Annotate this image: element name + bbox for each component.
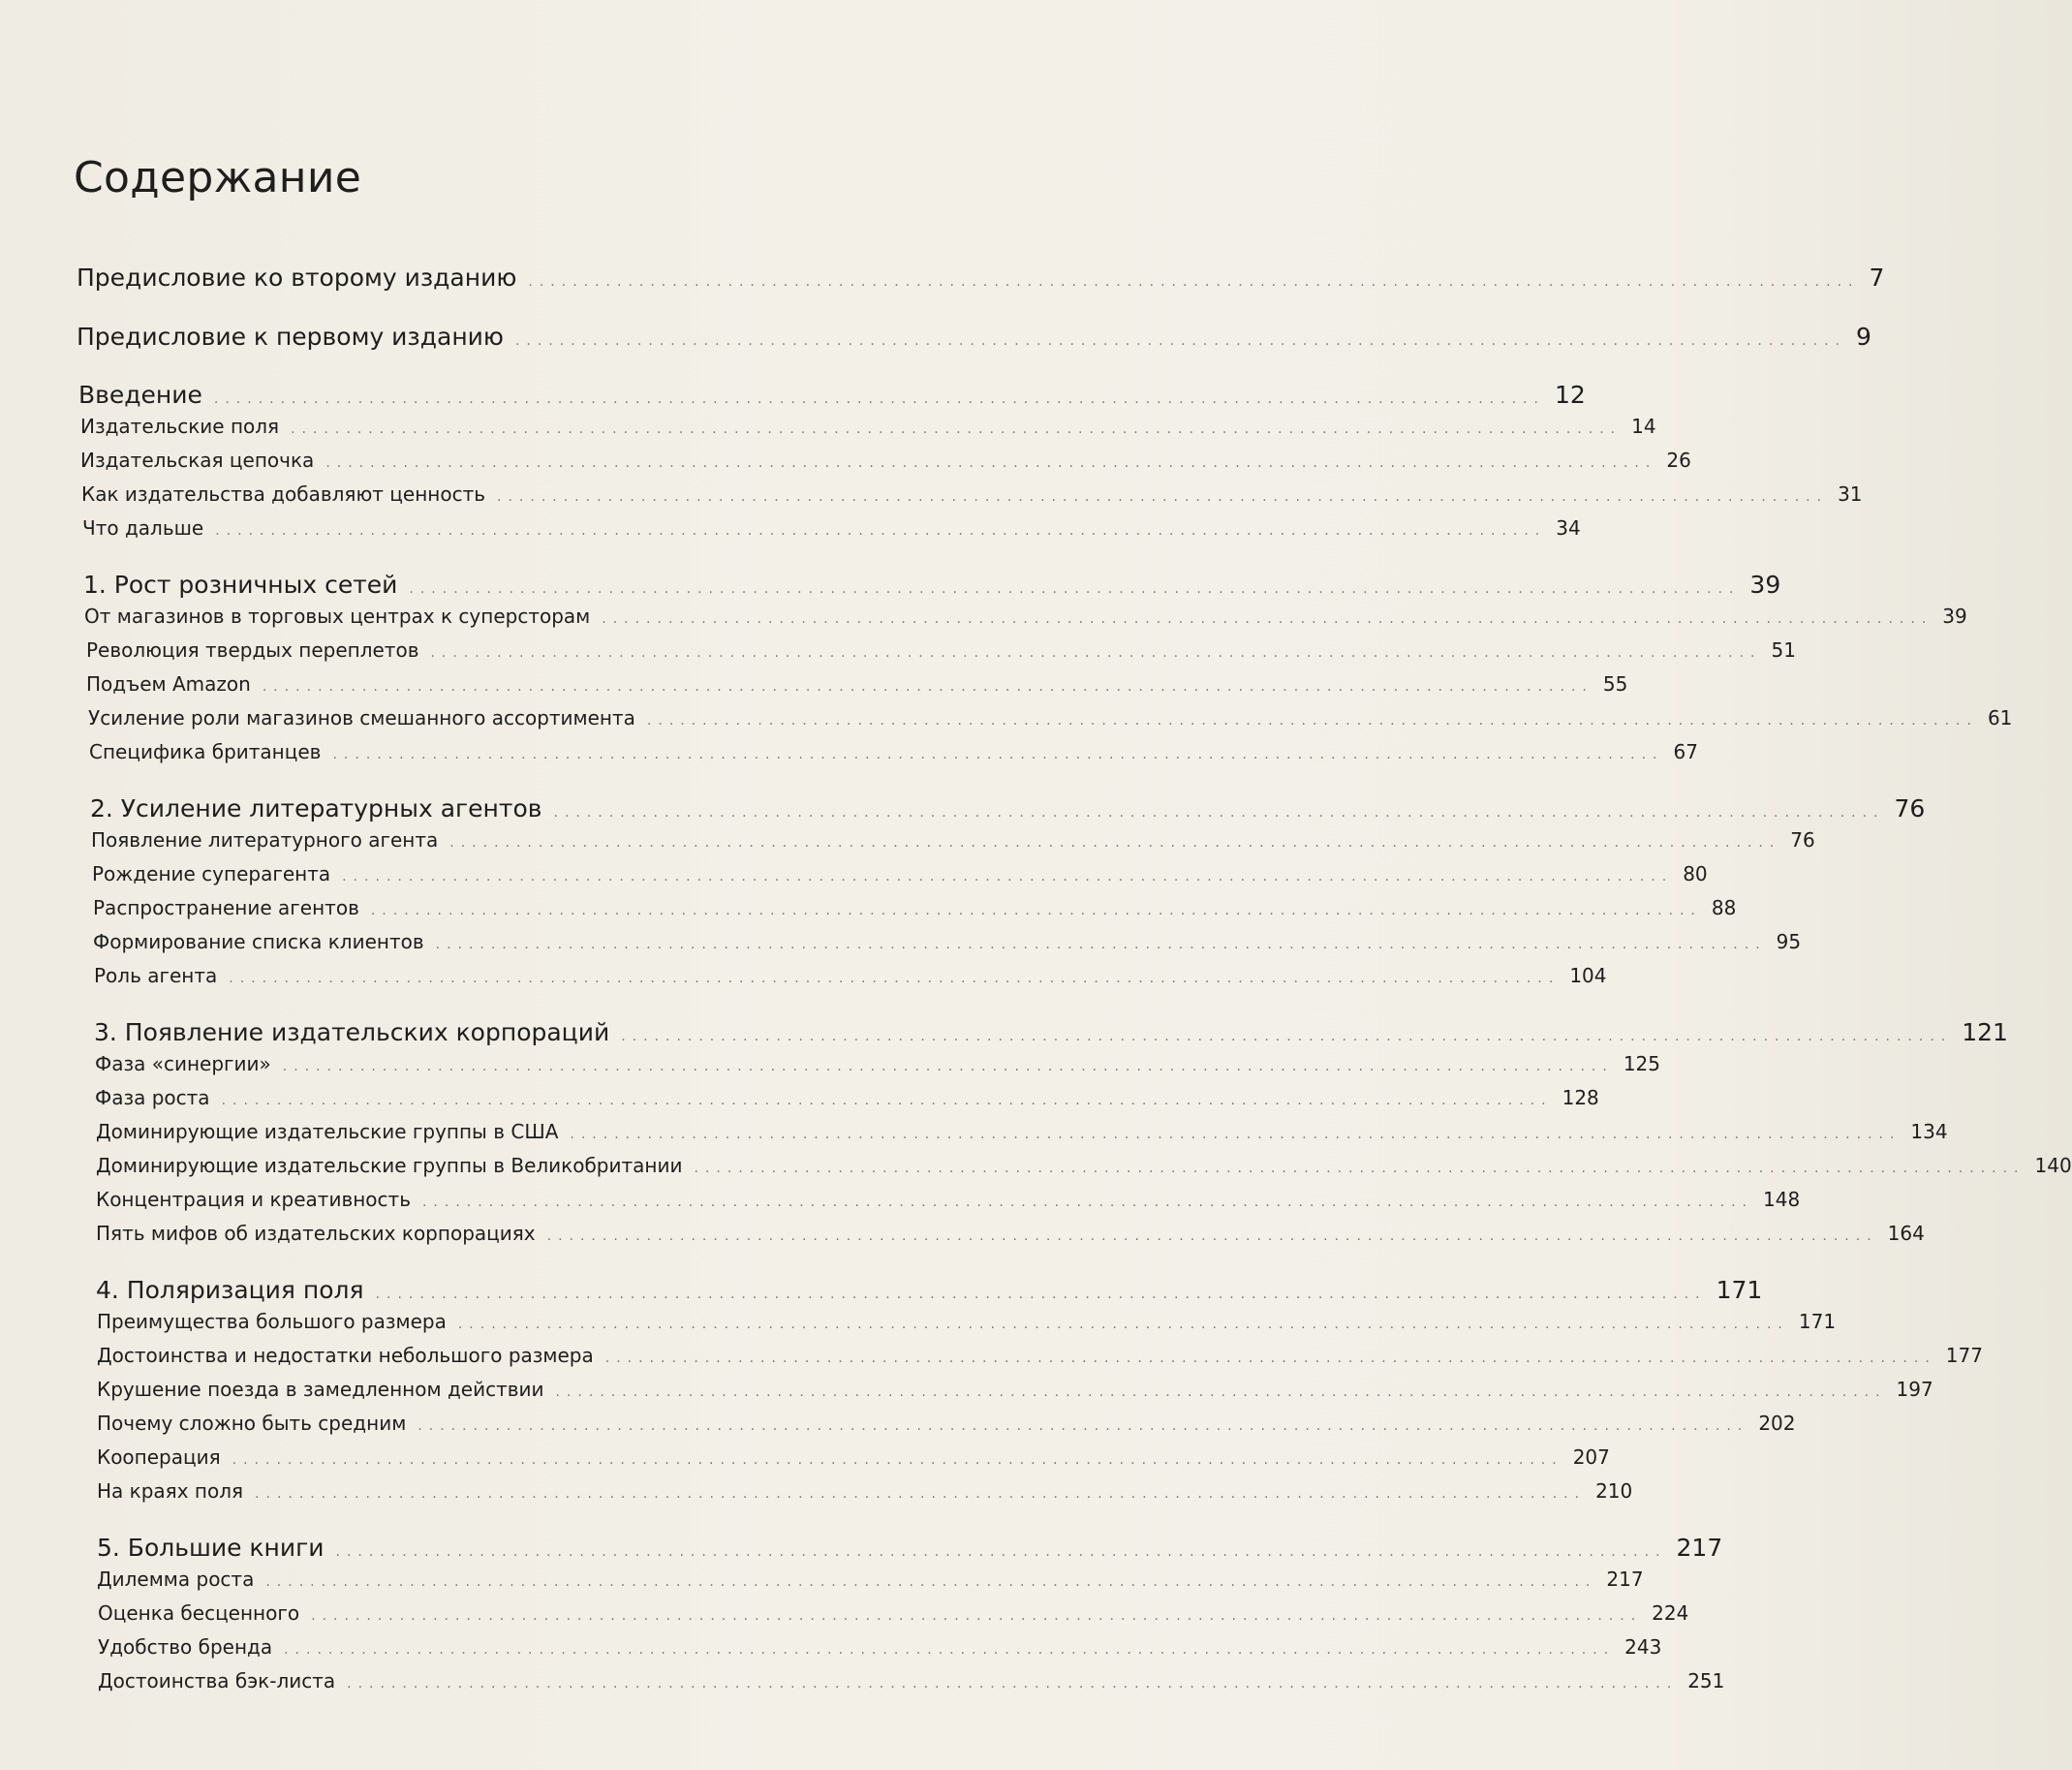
dot-leader: ........................................................................................................................ xyxy=(335,1544,1667,1560)
dot-leader: ........................................................................................................................ xyxy=(553,805,1885,821)
toc-entry-page-number: 243 xyxy=(1624,1635,1662,1659)
toc-section-entry xyxy=(86,672,1628,696)
dot-leader: ........................................................................................................................ xyxy=(284,1642,1616,1658)
toc-entry-label: Почему сложно быть средним xyxy=(97,1412,407,1435)
toc-chapter-entry xyxy=(83,571,1781,599)
toc-section-entry xyxy=(97,1378,1933,1401)
dot-leader: ........................................................................................................................ xyxy=(449,835,1781,851)
toc-entry-label: Концентрация и креативность xyxy=(96,1188,411,1211)
toc-entry-label: Специфика британцев xyxy=(89,740,322,763)
toc-entry-page-number: 51 xyxy=(1771,638,1796,662)
toc-entry-page-number: 202 xyxy=(1758,1412,1796,1435)
dot-leader: ........................................................................................................................ xyxy=(409,581,1741,597)
dot-leader: ........................................................................................................................ xyxy=(262,679,1593,695)
toc-entry-label: На краях поля xyxy=(97,1479,244,1503)
toc-entry-label: Крушение поезда в замедленном действии xyxy=(97,1378,544,1401)
toc-entry-page-number: 128 xyxy=(1562,1086,1599,1109)
toc-entry-label: Появление литературного агента xyxy=(91,828,439,852)
toc-entry-label: Издательская цепочка xyxy=(80,449,315,472)
dot-leader: ........................................................................................................................ xyxy=(514,333,1846,349)
dot-leader: ........................................................................................................................ xyxy=(229,971,1561,986)
toc-entry-page-number: 9 xyxy=(1856,323,1871,351)
toc-entry-page-number: 210 xyxy=(1595,1479,1633,1503)
toc-entry-page-number: 34 xyxy=(1556,516,1581,540)
toc-chapter-entry xyxy=(77,264,1885,292)
dot-leader: ........................................................................................................................ xyxy=(255,1486,1587,1502)
toc-section-entry xyxy=(97,1344,1983,1367)
toc-section-entry xyxy=(91,828,1815,852)
toc-entry-label: Фаза роста xyxy=(95,1086,210,1109)
toc-entry-label: От магазинов в торговых центрах к суперсторам xyxy=(84,605,591,628)
toc-entry-label: Введение xyxy=(78,381,202,409)
toc-entry-page-number: 121 xyxy=(1962,1018,2008,1046)
toc-section-entry xyxy=(97,1568,1644,1591)
dot-leader: ........................................................................................................................ xyxy=(497,489,1829,505)
toc-section-entry xyxy=(95,1086,1599,1109)
dot-leader: ........................................................................................................................ xyxy=(282,1059,1614,1074)
toc-entry-label: Распространение агентов xyxy=(93,896,359,919)
toc-chapter-entry xyxy=(97,1534,1723,1562)
dot-leader: ........................................................................................................................ xyxy=(265,1574,1597,1590)
toc-section-entry xyxy=(94,964,1607,987)
toc-section-entry xyxy=(84,605,1967,628)
toc-entry-label: Издательские поля xyxy=(80,415,280,438)
toc-section-entry xyxy=(82,516,1581,540)
dot-leader: ........................................................................................................................ xyxy=(213,391,1545,407)
toc-entry-page-number: 251 xyxy=(1687,1669,1725,1692)
toc-entry-label: Усиление роли магазинов смешанного ассортимента xyxy=(88,706,635,730)
toc-entry-page-number: 164 xyxy=(1887,1222,1925,1245)
toc-entry-page-number: 171 xyxy=(1798,1310,1837,1333)
toc-section-entry xyxy=(97,1445,1610,1469)
dot-leader: ........................................................................................................................ xyxy=(311,1608,1643,1624)
toc-entry-label: Кооперация xyxy=(97,1445,221,1469)
toc-entry-page-number: 80 xyxy=(1683,862,1708,885)
dot-leader: ........................................................................................................................ xyxy=(291,421,1623,437)
toc-entry-label: Доминирующие издательские группы в США xyxy=(96,1120,559,1143)
toc-entry-label: 4. Поляризация поля xyxy=(96,1276,364,1304)
toc-entry-page-number: 7 xyxy=(1869,264,1885,292)
toc-entry-label: Формирование списка клиентов xyxy=(93,930,424,953)
toc-entry-label: Удобство бренда xyxy=(98,1635,273,1659)
toc-section-entry xyxy=(96,1120,1948,1143)
toc-section-entry xyxy=(89,740,1698,763)
toc-entry-label: Преимущества большого размера xyxy=(97,1310,447,1333)
toc-section-entry xyxy=(98,1601,1689,1625)
dot-leader: ........................................................................................................................ xyxy=(621,1029,1953,1044)
toc-entry-page-number: 12 xyxy=(1554,381,1586,409)
dot-leader: ........................................................................................................................ xyxy=(325,455,1657,471)
toc-section-entry xyxy=(98,1635,1662,1659)
dot-leader: ........................................................................................................................ xyxy=(570,1127,1902,1142)
toc-section-entry xyxy=(95,1052,1660,1075)
toc-entry-label: 3. Появление издательских корпораций xyxy=(94,1018,610,1046)
toc-entry-page-number: 217 xyxy=(1676,1534,1723,1562)
toc-entry-page-number: 76 xyxy=(1790,828,1815,852)
dot-leader: ........................................................................................................................ xyxy=(421,1195,1754,1210)
dot-leader: ........................................................................................................................ xyxy=(528,274,1860,290)
toc-section-entry xyxy=(98,1669,1725,1692)
toc-entry-page-number: 67 xyxy=(1673,740,1698,763)
toc-entry-page-number: 95 xyxy=(1776,930,1802,953)
toc-entry-label: Достоинства и недостатки небольшого размера xyxy=(97,1344,594,1367)
toc-entry-label: Фаза «синергии» xyxy=(95,1052,271,1075)
toc-entry-page-number: 61 xyxy=(1987,706,2013,730)
toc-section-entry xyxy=(81,482,1863,506)
toc-chapter-entry xyxy=(90,794,1926,823)
toc-entry-page-number: 104 xyxy=(1569,964,1607,987)
dot-leader: ........................................................................................................................ xyxy=(435,937,1767,952)
toc-entry-label: Революция твердых переплетов xyxy=(86,638,419,662)
toc-chapter-entry xyxy=(96,1276,1763,1304)
toc-entry-page-number: 224 xyxy=(1652,1601,1689,1625)
toc-entry-page-number: 88 xyxy=(1711,896,1737,919)
dot-leader: ........................................................................................................................ xyxy=(555,1384,1887,1400)
toc-section-entry xyxy=(96,1222,1925,1245)
toc-entry-page-number: 31 xyxy=(1838,482,1863,506)
toc-section-entry xyxy=(80,449,1691,472)
toc-entry-page-number: 55 xyxy=(1602,672,1628,696)
dot-leader: ........................................................................................................................ xyxy=(375,1287,1707,1302)
toc-section-entry xyxy=(97,1310,1837,1333)
toc-entry-label: Предисловие к первому изданию xyxy=(77,323,504,351)
dot-leader: ........................................................................................................................ xyxy=(370,903,1702,918)
dot-leader: ........................................................................................................................ xyxy=(546,1228,1878,1244)
toc-entry-label: Достоинства бэк-листа xyxy=(98,1669,336,1692)
toc-section-entry xyxy=(96,1154,2072,1177)
toc-entry-label: Рождение суперагента xyxy=(92,862,331,885)
dot-leader: ........................................................................................................................ xyxy=(332,747,1664,762)
toc-entry-label: Подъем Amazon xyxy=(86,672,251,696)
toc-section-entry xyxy=(93,930,1802,953)
toc-entry-label: Роль агента xyxy=(94,964,218,987)
toc-entry-label: Предисловие ко второму изданию xyxy=(77,264,517,292)
toc-entry-page-number: 217 xyxy=(1606,1568,1644,1591)
toc-section-entry xyxy=(80,415,1656,438)
toc-entry-label: 1. Рост розничных сетей xyxy=(83,571,398,599)
dot-leader: ........................................................................................................................ xyxy=(342,869,1674,885)
toc-section-entry xyxy=(86,638,1796,662)
dot-leader: ........................................................................................................................ xyxy=(417,1418,1749,1434)
toc-entry-label: 5. Большие книги xyxy=(97,1534,325,1562)
toc-section-entry xyxy=(93,896,1737,919)
toc-entry-page-number: 171 xyxy=(1716,1276,1763,1304)
toc-section-entry xyxy=(97,1479,1633,1503)
toc-entry-label: Доминирующие издательские группы в Великобритании xyxy=(96,1154,683,1177)
toc-entry-label: Оценка бесценного xyxy=(98,1601,300,1625)
toc-entry-label: Дилемма роста xyxy=(97,1568,255,1591)
toc-entry-page-number: 197 xyxy=(1896,1378,1933,1401)
toc-entry-page-number: 134 xyxy=(1910,1120,1948,1143)
toc-section-entry xyxy=(88,706,2013,730)
toc-entry-label: Что дальше xyxy=(82,516,204,540)
dot-leader: ........................................................................................................................ xyxy=(694,1161,2026,1176)
toc-entry-page-number: 207 xyxy=(1572,1445,1610,1469)
toc-entry-page-number: 39 xyxy=(1942,605,1967,628)
dot-leader: ........................................................................................................................ xyxy=(604,1351,1936,1366)
toc-section-entry xyxy=(96,1188,1801,1211)
page-title: Содержание xyxy=(74,153,362,202)
dot-leader: ........................................................................................................................ xyxy=(215,523,1547,539)
toc-section-entry xyxy=(92,862,1708,885)
toc-entry-page-number: 125 xyxy=(1623,1052,1660,1075)
toc-chapter-entry xyxy=(77,323,1871,351)
toc-entry-label: Как издательства добавляют ценность xyxy=(81,482,486,506)
toc-entry-page-number: 148 xyxy=(1763,1188,1801,1211)
dot-leader: ........................................................................................................................ xyxy=(232,1452,1563,1468)
toc-section-entry xyxy=(97,1412,1796,1435)
toc-entry-page-number: 76 xyxy=(1894,794,1926,823)
dot-leader: ........................................................................................................................ xyxy=(430,645,1762,661)
toc-entry-page-number: 140 xyxy=(2034,1154,2072,1177)
dot-leader: ........................................................................................................................ xyxy=(221,1093,1553,1108)
dot-leader: ........................................................................................................................ xyxy=(347,1676,1679,1692)
toc-entry-label: 2. Усиление литературных агентов xyxy=(90,794,542,823)
dot-leader: ........................................................................................................................ xyxy=(602,611,1933,627)
toc-entry-page-number: 14 xyxy=(1631,415,1656,438)
dot-leader: ........................................................................................................................ xyxy=(646,713,1978,729)
dot-leader: ........................................................................................................................ xyxy=(457,1317,1789,1332)
toc-entry-page-number: 177 xyxy=(1945,1344,1983,1367)
toc-chapter-entry xyxy=(94,1018,2008,1046)
toc-entry-label: Пять мифов об издательских корпорациях xyxy=(96,1222,536,1245)
toc-entry-page-number: 26 xyxy=(1666,449,1691,472)
toc-entry-page-number: 39 xyxy=(1749,571,1781,599)
toc-chapter-entry xyxy=(78,381,1586,409)
